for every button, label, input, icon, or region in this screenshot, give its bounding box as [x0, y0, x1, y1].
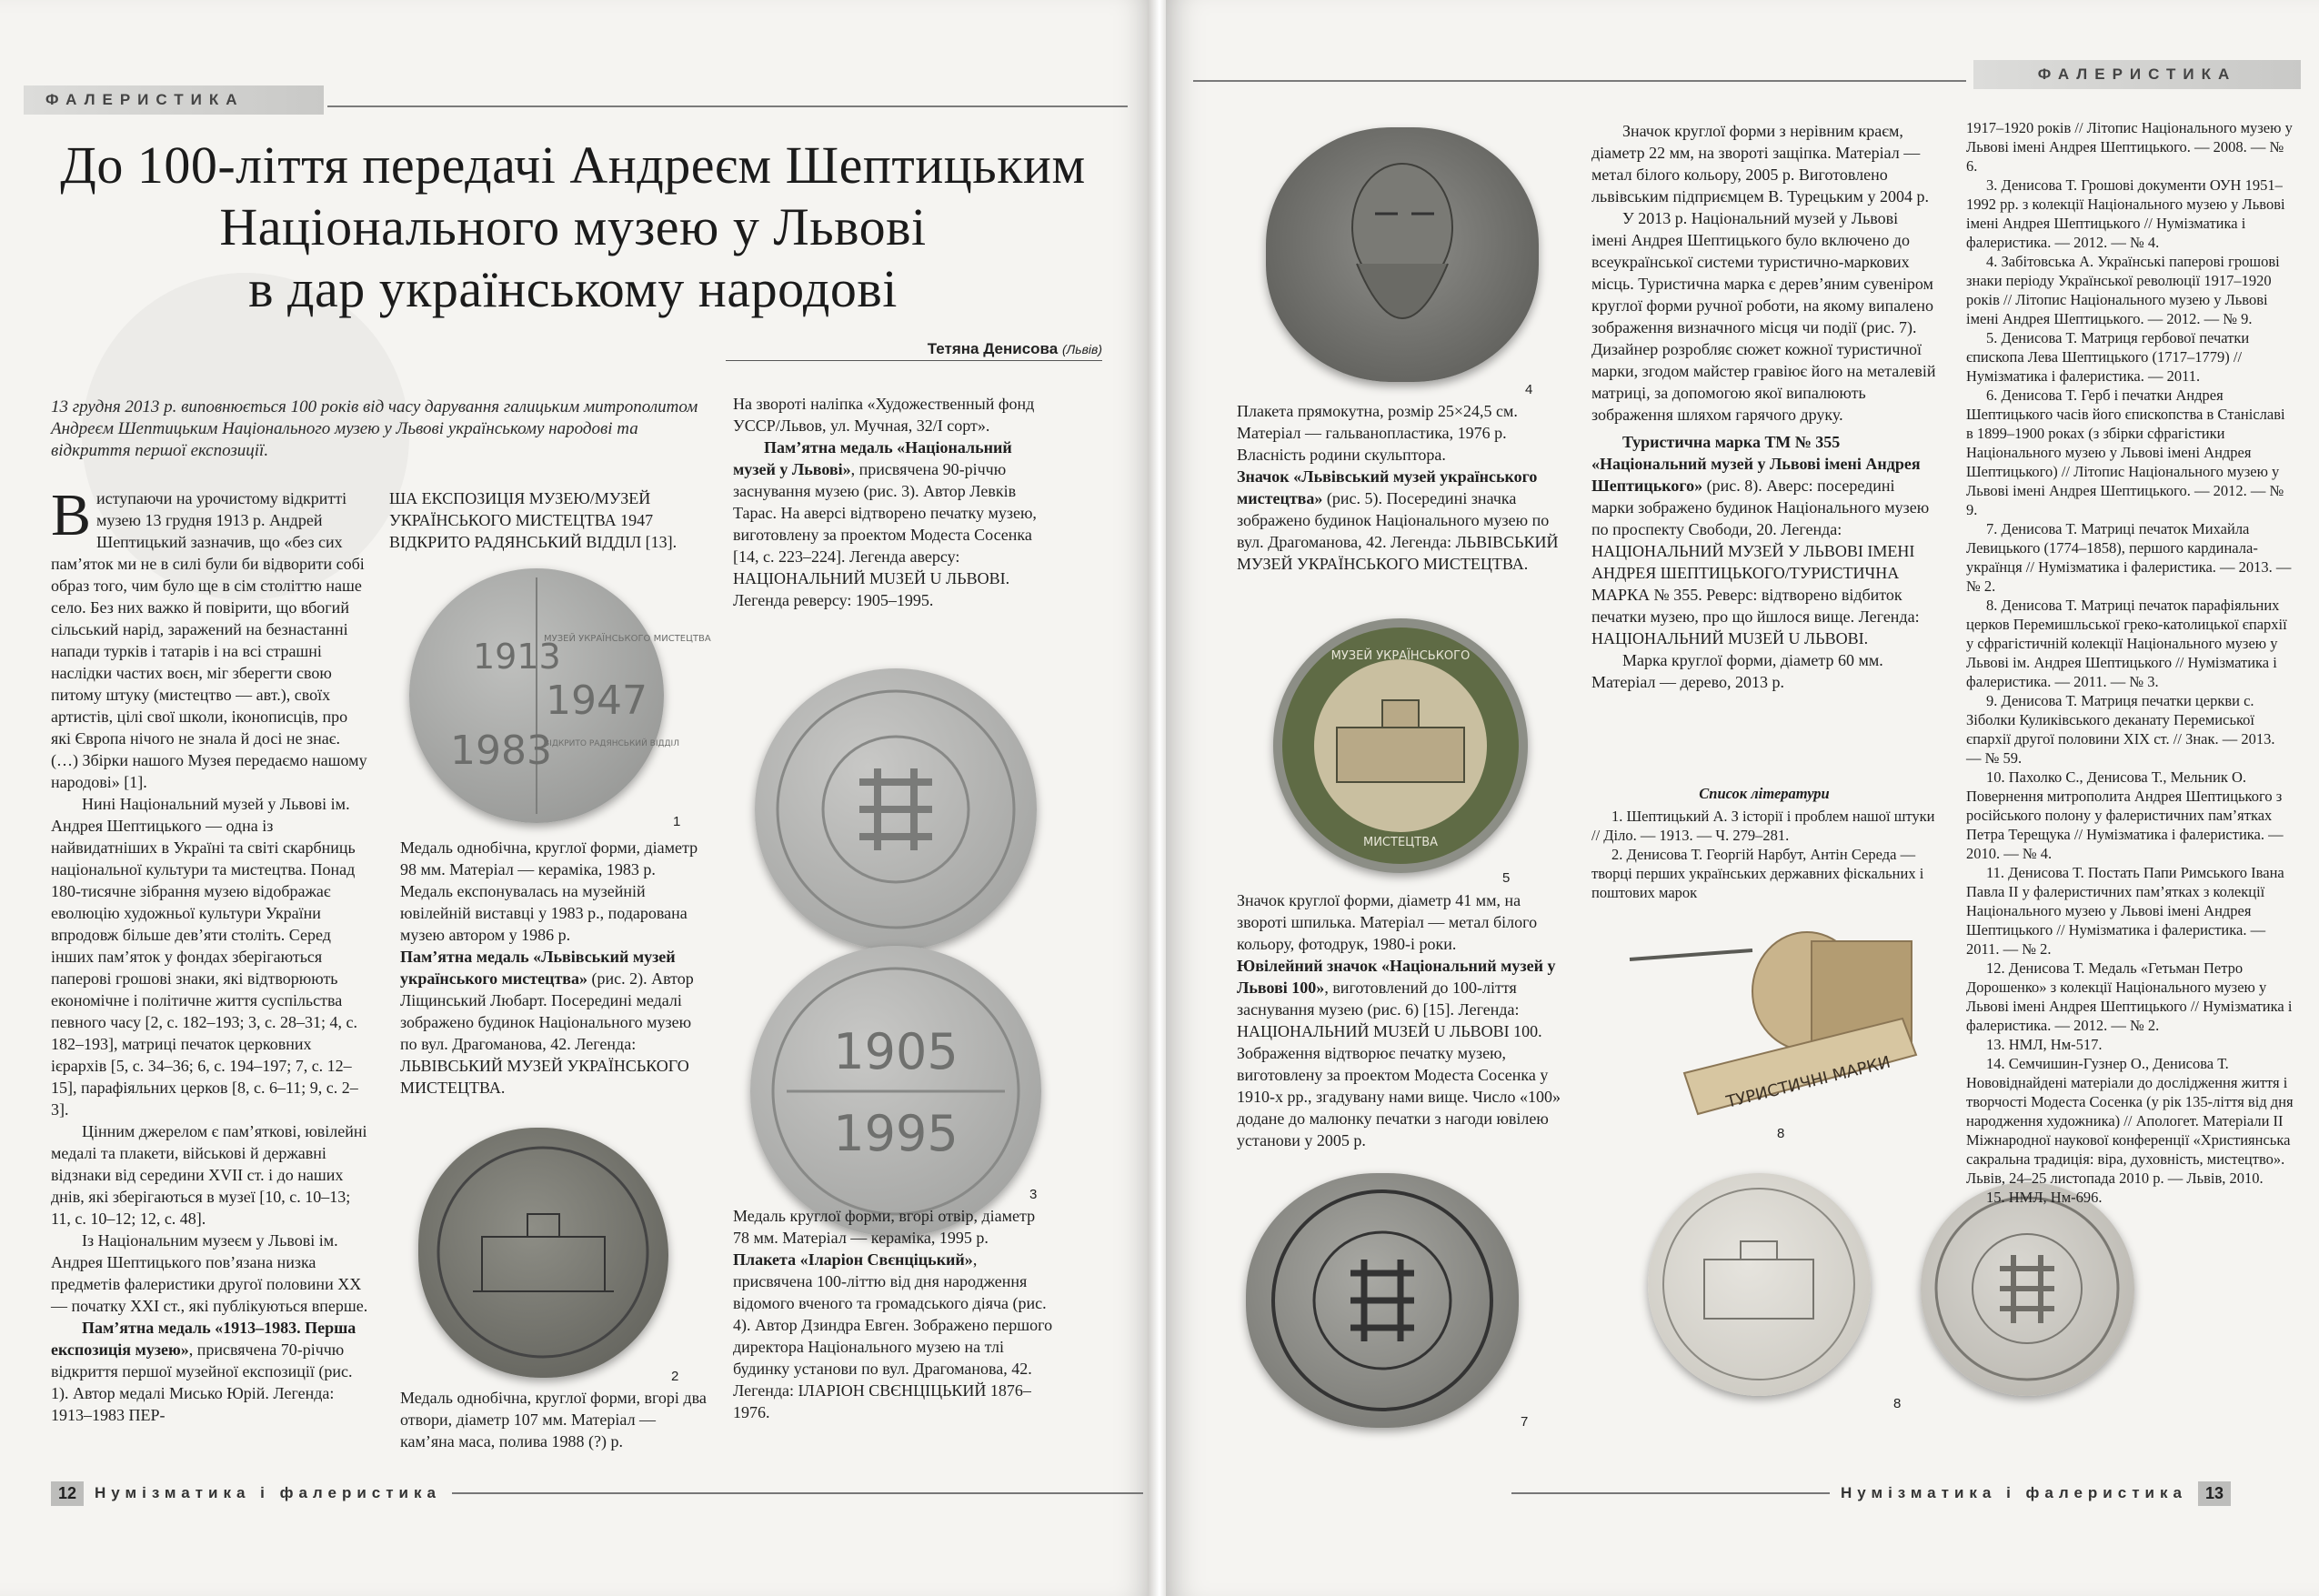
- article-title: [36, 135, 1109, 320]
- badge-6-artwork: [1246, 1173, 1519, 1428]
- reference-item: 4. Забітовська А. Українські паперові грошові знаки періоду Української революції 1917–1920 років // Літопис Національного музею у Львові імені Андрея Шептицького. — 2012. — № 9.: [1966, 253, 2280, 327]
- footer-rule: [452, 1492, 1143, 1494]
- tourist-stamp-back: [1921, 1182, 2134, 1396]
- left-footer: [51, 1480, 1143, 1507]
- left-column-2-top: ША ЕКСПОЗИЦІЯ МУЗЕЮ/МУЗЕЙ УКРАЇНСЬКОГО МИСТЕЦТВА 1947 ВІДКРИТО РАДЯНСЬКИЙ ВІДДІЛ [13].: [389, 489, 678, 551]
- paragraph: (рис. 5). Посередині значка зображено будинок Національного музею по вул. Драгоманова, 42. Легенда: ЛЬВІВСЬКИЙ МУЗЕЙ УКРАЇНСЬКОГО МИСТЕЦТВА.: [1237, 489, 1559, 573]
- figure-number: 8: [1777, 1126, 1785, 1141]
- reference-item: 5. Денисова Т. Матриця гербової печатки єпископа Лева Шептицького (1717–1779) // Нумізматика і фалеристика. — 2011.: [1966, 329, 2250, 385]
- paragraph: , присвячена 90-річчю заснування музею (рис. 3). Автор Левків Тарас. На аверсі відтворено печатку музею, виготовлену за проектом Модеста Сосенка [14, с. 223–224]. Легенда аверсу: НАЦІОНАЛЬНИЙ МUЗЕЙ U ЛЬВОВІ. Легенда реверсу: 1905–1995.: [733, 460, 1037, 609]
- medal-1-text: МУЗЕЙ УКРАЇНСЬКОГО МИСТЕЦТВА: [544, 634, 711, 644]
- paragraph: Цінним джерелом є пам’яткові, ювілейні медалі та плакети, військові й державні відзнаки від середини XVII ст. і до наших днів, які зберігаються в музеї [10, с. 10–13; 11, с. 10–12; 12, с. 48].: [51, 1122, 367, 1228]
- title-line-3: в дар українському народові: [248, 259, 898, 318]
- caption-text: Медаль однобічна, круглої форми, діаметр 98 мм. Матеріал — кераміка, 1983 р. Медаль експонувалась на музейній ювілейній виставці у 1983 р., подарована музею автором у 1986 р.: [400, 838, 698, 944]
- tourist-stamps-photo: [1602, 918, 1930, 1128]
- medal-1-text: 1983: [450, 728, 552, 774]
- badge-5-artwork: [1282, 627, 1519, 864]
- medal-2-artwork: [418, 1128, 668, 1378]
- medal-1-text: 1913: [473, 637, 561, 677]
- figure-number: 1: [673, 814, 681, 829]
- bold-heading: Пам’ятна медаль «1913–1983. Перша експозиція музею»: [51, 1319, 356, 1359]
- paragraph: , виготовлений до 100-ліття заснування музею (рис. 6) [15]. Легенда: НАЦІОНАЛЬНИЙ МUЗЕЙ U ЛЬВОВІ 100. Зображення відтворює печатку музею, виготовлену за проектом Модеста Сосенка у 1910-х рр., згадувану нами вище. Число «100» додане до малюнку печатки з нагоди ювілею установи у 2005 р.: [1237, 979, 1561, 1149]
- badge-100-years: [1246, 1173, 1519, 1428]
- bold-heading: Плакета «Іларіон Свєнціцький»: [733, 1250, 973, 1269]
- badge-5-legend: МИСТЕЦТВА: [1362, 836, 1439, 849]
- lead-paragraph: 13 грудня 2013 р. виповнюється 100 років від часу дарування галицьким митрополитом Андреєм Шептицьким Національного музею у Львові українському народові та відкриття першої експозиції.: [51, 397, 698, 460]
- drop-cap: В: [51, 482, 92, 548]
- figure-number: 2: [671, 1369, 679, 1384]
- caption-text: Плакета прямокутна, розмір 25×24,5 см. Матеріал — гальванопластика, 1976 р. Власність родини скульптора.: [1237, 402, 1518, 464]
- bold-heading: Значок «Львівський музей українського мистецтва»: [1237, 467, 1538, 507]
- medal-3-year: 1995: [833, 1105, 959, 1162]
- reference-item: 14. Семчишин-Гузнер О., Денисова Т. Нововіднайдені матеріали до дослідження життя і творчості Модеста Сосенка (у рік 135-ліття від дня народження художника) // Апологет. Матеріали II Міжнародної наукової конференції «Християнська сакральна традиція: віра, духовність, мистецтво». Львів, 24–25 листопада 2010 р. — Львів, 2010.: [1966, 1055, 2294, 1187]
- badge-5-legend: МУЗЕЙ УКРАЇНСЬКОГО: [1330, 649, 1471, 663]
- caption-2: [400, 1387, 709, 1452]
- medal-3-reverse-artwork: [750, 946, 1041, 1237]
- medal-3-seal-artwork: [755, 668, 1037, 950]
- medal-90-years-obverse: [755, 668, 1037, 950]
- paragraph: У 2013 р. Національний музей у Львові імені Андрея Шептицького було включено до всеукраїнської системи туристично-маркових місць. Туристична марка є дерев’яним сувеніром круглої форми ручної роботи, на якому випалено зображення визначного місця чи події (рис. 7). Дизайнер розробляє сюжет кожної туристичної марки, згодом майстер гравіює його на металевій матриці, за допомогою якої випалюють зображення шляхом гарячого друку.: [1591, 209, 1936, 424]
- right-page: [1166, 0, 2319, 1596]
- plaque-portrait-artwork: [1266, 127, 1539, 382]
- page-number: 12: [51, 1481, 84, 1506]
- right-column-2: [1591, 120, 1937, 693]
- journal-title: Нумізматика і фалеристика: [1841, 1484, 2187, 1501]
- medal-lviv-museum: [418, 1128, 668, 1378]
- tourist-stamp-back-artwork: [1921, 1182, 2134, 1396]
- medal-1913-1983: [409, 568, 711, 823]
- reference-item: 1. Шептицький А. З історії і проблем нашої штуки // Діло. — 1913. — Ч. 279–281.: [1591, 808, 1935, 844]
- reference-item: 9. Денисова Т. Матриця печатки церкви с. Зіболки Куликівського деканату Перемиської єпархії другої половини XIX ст. // Знак. — 2013. — № 59.: [1966, 692, 2275, 767]
- bold-heading: Туристична марка ТМ № 355 «Національний музей у Львові імені Андрея Шептицького»: [1591, 433, 1921, 495]
- paragraph: , присвячена 100-літтю від дня народження відомого вченого та громадського діяча (рис. 4). Автор Дзиндра Евген. Зображено першого директора Національного музею на тлі будинку установи по вул. Драгоманова, 42. Легенда: ІЛАРІОН СВЄНЦІЦЬКИЙ 1876–1976.: [733, 1250, 1053, 1421]
- paragraph: иступаючи на урочистому відкритті музею 13 грудня 1913 р. Андрей Шептицький зазначив, що «без сих пам’яток ми не в силі були би відворити собі образ того, чим було ще в сім століттю наше село. Без них важко й повірити, що вбогий сільський нарід, заражений на безнастанні напади турків і татарів і на всі страшні наслідки частих воєн, міг зберегти свою питому штуку (мистецтво — авт.), своїх артистів, цілі свої школи, іконописців, про які Європа нічого не знала й досі не знає. (…) Збірки нашого Музея передаємо нашому народові» [1].: [51, 489, 367, 791]
- reference-item: 15. НМЛ, Нм-696.: [1986, 1189, 2103, 1206]
- paragraph: (рис. 8). Аверс: посередині марки зображено будинок Національного музею по проспекту Свободи, 20. Легенда: НАЦІОНАЛЬНИЙ МУЗЕЙ У ЛЬВОВІ ІМЕНІ АНДРЕЯ ШЕПТИЦЬКОГО/ТУРИСТИЧНА МАРКА № 355. Реверс: відтворено відбиток печатки музею, про що йшлося вище. Легенда: НАЦІОНАЛЬНИЙ МUЗЕЙ U ЛЬВОВІ.: [1591, 477, 1930, 647]
- paragraph: Марка круглої форми, діаметр 60 мм. Матеріал — дерево, 2013 р.: [1591, 651, 1883, 691]
- references-column: [1966, 118, 2294, 1207]
- tourist-stamp-front: [1648, 1173, 1871, 1396]
- badge-lviv-museum: [1273, 618, 1528, 873]
- section-tag: ФАЛЕРИСТИКА: [45, 91, 245, 108]
- byline-rule: [726, 360, 1102, 361]
- author-name: Тетяна Денисова: [927, 340, 1059, 357]
- paragraph: (рис. 2). Автор Ліщинський Любарт. Посередині медалі зображено будинок Національного музею по вул. Драгоманова, 42. Легенда: ЛЬВІВСЬКИЙ МУЗЕЙ УКРАЇНСЬКОГО МИСТЕЦТВА.: [400, 969, 694, 1097]
- reference-item: 6. Денисова Т. Герб і печатки Андрея Шептицького часів його єпископства в Станіславі в 1899–1900 роках (з збірки сфрагістики Національного музею у Львові імені Андрея Шептицького) // Літопис Національного музею у Львові імені Андрея Шептицького. — 2012. — № 9.: [1966, 386, 2285, 518]
- title-line-2: Національного музею у Львові: [219, 197, 927, 256]
- caption-text: Значок круглої форми, діаметр 41 мм, на звороті шпилька. Матеріал — метал білого кольору, фотодрук, 1980-і роки.: [1237, 891, 1538, 953]
- reference-item: 3. Денисова Т. Грошові документи ОУН 1951–1992 рр. з колекції Національного музею у Львові імені Андрея Шептицького // Нумізматика і фалеристика. — 2012. — № 4.: [1966, 176, 2285, 251]
- reference-item: 12. Денисова Т. Медаль «Гетьман Петро Дорошенко» з колекції Національного музею у Львові імені Андрея Шептицького // Нумізматика і фалеристика. — 2012. — № 2.: [1966, 959, 2293, 1034]
- bold-heading: Ювілейний значок «Національний музей у Львові 100»: [1237, 957, 1556, 997]
- caption-text: Медаль однобічна, круглої форми, вгорі два отвори, діаметр 107 мм. Матеріал — кам’яна маса, полива 1988 (?) р.: [400, 1389, 707, 1450]
- medal-3-year: 1905: [833, 1023, 959, 1080]
- bold-heading: Пам’ятна медаль «Національний музей у Львові»: [733, 438, 1012, 478]
- figure-number: 4: [1525, 382, 1533, 397]
- journal-title: Нумізматика і фалеристика: [95, 1484, 441, 1501]
- section-tag: ФАЛЕРИСТИКА: [2037, 65, 2237, 83]
- medal-1-artwork: [409, 568, 711, 823]
- figure-number: 7: [1521, 1414, 1529, 1430]
- left-column-1: [51, 482, 369, 1426]
- reference-item: 10. Пахолко С., Денисова Т., Мельник О. Повернення митрополита Андрея Шептицького з російського полону у фалеристичних пам’ятках Петра Терещука // Нумізматика і фалеристика. — 2010. — № 4.: [1966, 768, 2284, 862]
- footer-rule: [1511, 1492, 1830, 1494]
- left-column-3: [733, 393, 1051, 611]
- header-rule: [1193, 80, 1966, 82]
- references-start: [1591, 784, 1937, 902]
- paragraph: Значок круглої форми з нерівним краєм, діаметр 22 мм, на звороті защіпка. Матеріал — метал білого кольору, 2005 р. Виготовлено львівським підприємцем В. Турецьким у 2004 р.: [1591, 122, 1929, 206]
- plaque-svientsitskyi: [1266, 127, 1539, 382]
- bold-heading: Пам’ятна медаль «Львівський музей українського мистецтва»: [400, 948, 676, 988]
- page-number: 13: [2198, 1481, 2231, 1506]
- left-page: [0, 0, 1153, 1596]
- medal-90-years-reverse: [750, 946, 1041, 1237]
- reference-item: 1917–1920 років // Літопис Національного музею у Львові імені Андрея Шептицького. — 2008. — № 6.: [1966, 119, 2293, 175]
- paragraph: На звороті наліпка «Художественный фонд УССР/Львов, ул. Мучная, 32/I сорт».: [733, 395, 1035, 435]
- right-footer: [1511, 1480, 2231, 1507]
- header-rule: [327, 105, 1128, 107]
- tourist-stamp-front-artwork: [1648, 1173, 1871, 1396]
- right-column-1-text-2: [1237, 889, 1564, 1151]
- medal-1-text: 1947: [546, 678, 648, 724]
- section-header: [1973, 60, 2301, 89]
- right-column-1-text: [1237, 400, 1564, 575]
- caption-3: [733, 1205, 1053, 1423]
- tourist-stamps-artwork: [1602, 918, 1930, 1128]
- section-header: [24, 85, 324, 115]
- reference-item: 11. Денисова Т. Постать Папи Римського Івана Павла II у фалеристичних пам’ятках з колекції Національного музею у Львові імені Андрея Шептицького // Нумізматика і фалеристика. — 2011. — № 2.: [1966, 864, 2284, 958]
- medal-1-text: ВІДКРИТО РАДЯНСЬКИЙ ВІДДІЛ: [544, 739, 679, 748]
- reference-item: 7. Денисова Т. Матриці печаток Михайла Левицького (1774–1858), першого кардинала-українця // Нумізматика і фалеристика. — 2013. — № 2.: [1966, 520, 2292, 595]
- reference-item: 13. НМЛ, Нм-517.: [1986, 1036, 2103, 1053]
- figure-number: 5: [1502, 870, 1511, 886]
- tourist-stamps-label: ТУРИСТИЧНІ МАРКИ: [1724, 1052, 1892, 1112]
- figure-number: 3: [1029, 1187, 1038, 1202]
- reference-item: 2. Денисова Т. Георгій Нарбут, Антін Середа — творці перших українських державних фіскальних і поштових марок: [1591, 846, 1924, 901]
- reference-item: 8. Денисова Т. Матриці печаток парафіяльних церков Перемишльської греко-католицької єпархії у сфрагістичній колекції Національного музею у Львові ім. Андрея Шептицького // Нумізматика і фалеристика. — 2011. — № 3.: [1966, 597, 2287, 690]
- title-line-1: До 100-ліття передачі Андреєм Шептицьким: [60, 136, 1086, 195]
- caption-1: [400, 837, 709, 1099]
- paragraph: , присвячена 70-річчю відкриття першої музейної експозиції (рис. 1). Автор медалі Мисько Юрій. Легенда: 1913–1983 ПЕР-: [51, 1340, 353, 1424]
- caption-text: Медаль круглої форми, вгорі отвір, діаметр 78 мм. Матеріал — кераміка, 1995 р.: [733, 1207, 1036, 1247]
- byline: [928, 340, 1102, 358]
- figure-number: 8: [1893, 1396, 1902, 1411]
- author-city: (Львів): [1061, 342, 1102, 356]
- paragraph: Із Національним музеєм у Львові ім. Андрея Шептицького пов’язана низка предметів фалеристики другої половини XX — початку XXI ст., які публікуються вперше.: [51, 1231, 368, 1315]
- references-heading: Список літератури: [1699, 785, 1830, 802]
- paragraph: Нині Національний музей у Львові ім. Андрея Шептицького — одна із найвидатніших в Україні та світі скарбниць національної культури та мистецтва. Понад 180-тисячне зібрання музею відображає еволюцію художньої культури України впродовж більше дев’яти століть. Серед інших пам’яток у фондах зберігаються паперові грошові знаки, які відтворюють економічне і політичне життя суспільства певного часу [2, с. 182–193; 3, с. 28–31; 4, с. 182–193], матриці печаток церковних ієрархів [5, с. 34–36; 6, с. 194–197; 7, с. 12–15], парафіяльних церков [8, с. 6–11; 9, с. 2–3].: [51, 795, 358, 1119]
